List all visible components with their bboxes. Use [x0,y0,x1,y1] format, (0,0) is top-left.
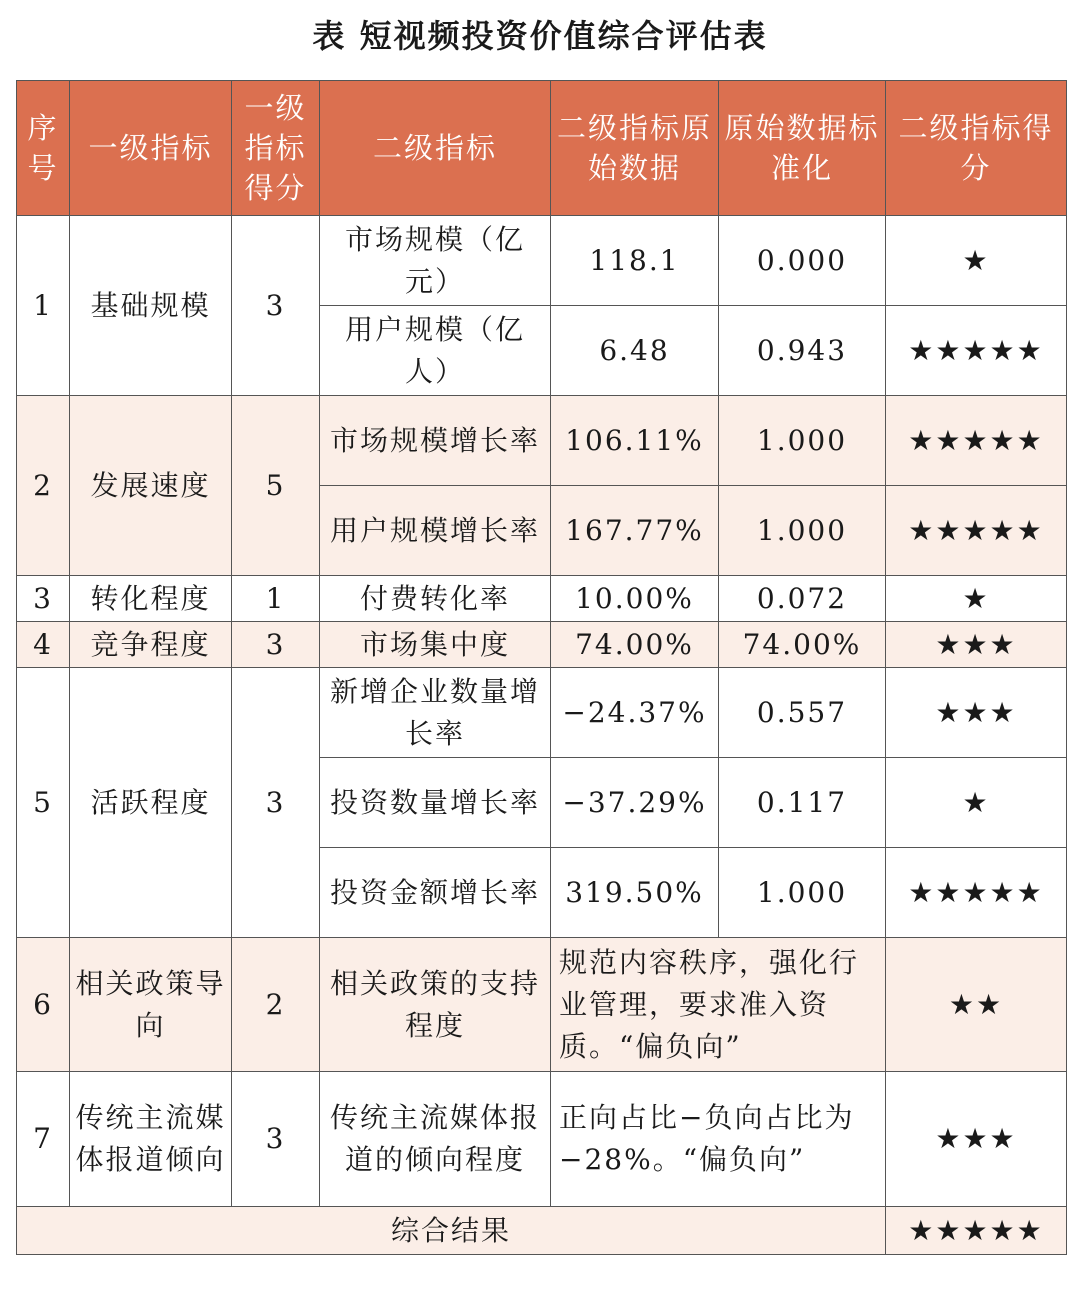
level1-score-cell: 1 [232,576,320,622]
evaluation-table [16,80,1067,1255]
seq-cell: 4 [17,622,70,668]
level1-score-cell: 3 [232,622,320,668]
seq-cell: 3 [17,576,70,622]
normalized-cell: 74.00% [719,622,886,668]
level2-cell: 投资数量增长率 [320,758,551,848]
level2-cell: 传统主流媒体报道的倾向程度 [320,1072,551,1207]
header-level2: 二级指标 [320,81,551,216]
header-level1-score: 一级指标得分 [232,81,320,216]
star-rating: ★★★★★ [886,486,1067,576]
level1-cell: 活跃程度 [70,668,232,938]
table-row [17,1072,1067,1207]
level2-cell: 相关政策的支持程度 [320,938,551,1072]
header-level2-score: 二级指标得分 [886,81,1067,216]
table-row [17,396,1067,486]
level1-cell: 传统主流媒体报道倾向 [70,1072,232,1207]
level2-cell: 市场集中度 [320,622,551,668]
table-row [17,216,1067,306]
star-rating: ★★★ [886,1072,1067,1207]
star-rating: ★★★★★ [886,396,1067,486]
level1-score-cell: 5 [232,396,320,576]
normalized-cell: 0.557 [719,668,886,758]
level1-cell: 发展速度 [70,396,232,576]
seq-cell: 1 [17,216,70,396]
normalized-cell: 0.943 [719,306,886,396]
star-rating: ★ [886,576,1067,622]
raw-cell: −37.29% [551,758,719,848]
seq-cell: 5 [17,668,70,938]
star-rating: ★★★★★ [886,306,1067,396]
header-raw: 二级指标原始数据 [551,81,719,216]
header-normalized: 原始数据标准化 [719,81,886,216]
raw-cell: 319.50% [551,848,719,938]
level1-score-cell: 3 [232,216,320,396]
level1-score-cell: 3 [232,668,320,938]
star-rating: ★ [886,216,1067,306]
normalized-cell: 1.000 [719,486,886,576]
table-row [17,938,1067,1072]
level2-cell: 投资金额增长率 [320,848,551,938]
raw-description-cell: 规范内容秩序，强化行业管理，要求准入资质。“偏负向” [551,938,886,1072]
star-rating: ★★ [886,938,1067,1072]
table-row [17,622,1067,668]
table-row [17,576,1067,622]
star-rating: ★★★★★ [886,848,1067,938]
seq-cell: 6 [17,938,70,1072]
level2-cell: 新增企业数量增长率 [320,668,551,758]
raw-description-cell: 正向占比−负向占比为−28%。“偏负向” [551,1072,886,1207]
raw-cell: 10.00% [551,576,719,622]
level2-cell: 市场规模（亿元） [320,216,551,306]
normalized-cell: 1.000 [719,396,886,486]
level2-cell: 用户规模增长率 [320,486,551,576]
level1-score-cell: 2 [232,938,320,1072]
level1-cell: 相关政策导向 [70,938,232,1072]
seq-cell: 2 [17,396,70,576]
raw-cell: 74.00% [551,622,719,668]
raw-cell: 6.48 [551,306,719,396]
level1-cell: 竞争程度 [70,622,232,668]
normalized-cell: 0.072 [719,576,886,622]
normalized-cell: 1.000 [719,848,886,938]
result-star-rating: ★★★★★ [886,1207,1067,1255]
result-label: 综合结果 [17,1207,886,1255]
header-seq: 序号 [17,81,70,216]
normalized-cell: 0.117 [719,758,886,848]
normalized-cell: 0.000 [719,216,886,306]
header-level1: 一级指标 [70,81,232,216]
level1-cell: 基础规模 [70,216,232,396]
level2-cell: 付费转化率 [320,576,551,622]
result-row [17,1207,1067,1255]
raw-cell: 106.11% [551,396,719,486]
level1-score-cell: 3 [232,1072,320,1207]
table-row [17,668,1067,758]
raw-cell: 167.77% [551,486,719,576]
level2-cell: 市场规模增长率 [320,396,551,486]
level1-cell: 转化程度 [70,576,232,622]
header-row [17,81,1067,216]
star-rating: ★★★ [886,668,1067,758]
star-rating: ★ [886,758,1067,848]
table-title: 表 短视频投资价值综合评估表 [312,17,768,55]
seq-cell: 7 [17,1072,70,1207]
raw-cell: 118.1 [551,216,719,306]
level2-cell: 用户规模（亿人） [320,306,551,396]
raw-cell: −24.37% [551,668,719,758]
star-rating: ★★★ [886,622,1067,668]
